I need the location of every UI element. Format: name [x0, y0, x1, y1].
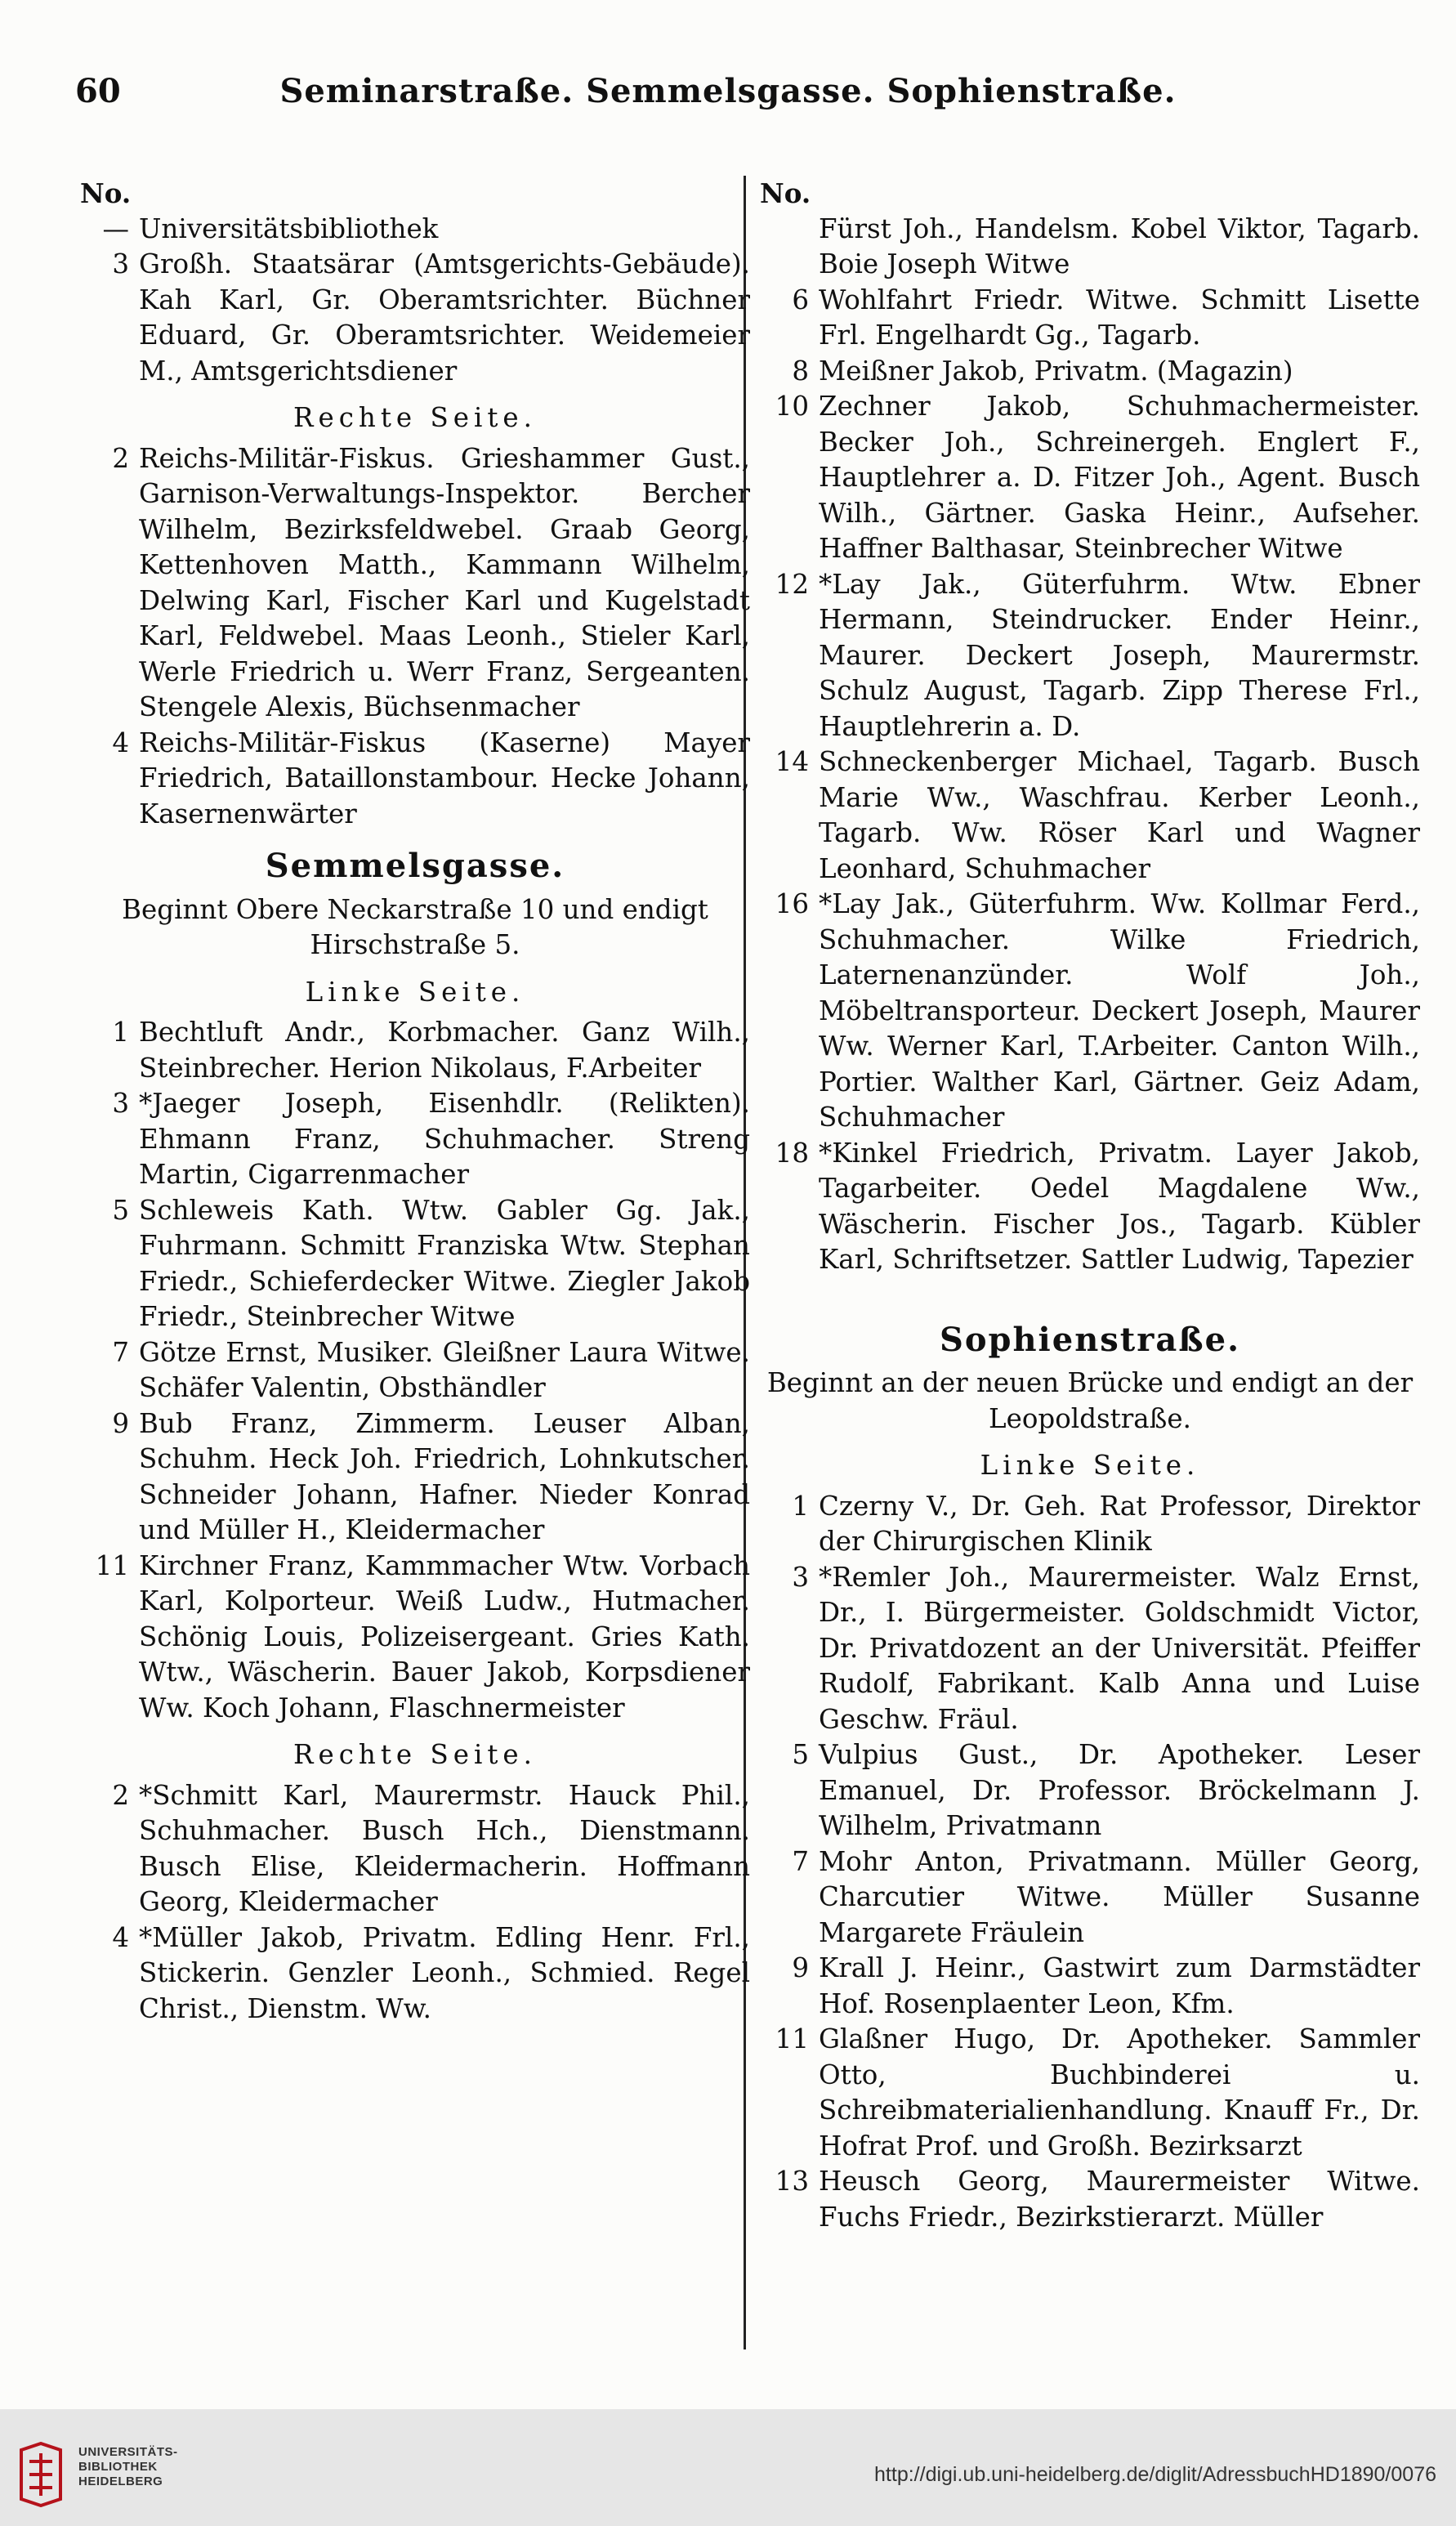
resident-list: *Kinkel Friedrich, Privatm. Layer Jakob, Tagarbeiter. Oedel Magdalene Ww., Wäscherin. Fischer Jos., Tagarb. Kübler Karl, Schriftsetzer. Sattler Ludwig, Tapezier [819, 1137, 1420, 1275]
house-number: 11 [775, 2023, 809, 2054]
resident-list: *Jaeger Joseph, Eisenhdlr. (Relikten). Ehmann Franz, Schuhmacher. Streng Martin, Cigarrenmacher [139, 1088, 750, 1190]
house-number: 16 [775, 888, 809, 919]
directory-entry [80, 1335, 750, 1406]
street-title-sophienstrasse: Sophienstraße. [939, 1320, 1241, 1359]
heidelberg-library-logo-icon [16, 2442, 65, 2507]
resident-list: Glaßner Hugo, Dr. Apotheker. Sammler Otto, Buchbinderei u. Schreibmaterialienhandlung. Knauff Fr., Dr. Hofrat Prof. und Großh. Bezirksarzt [819, 2023, 1420, 2162]
directory-entry [760, 2164, 1420, 2235]
entry-list [80, 441, 750, 833]
resident-list: Götze Ernst, Musiker. Gleißner Laura Witwe. Schäfer Valentin, Obsthändler [139, 1336, 750, 1403]
house-number: 6 [792, 284, 809, 315]
resident-list: *Lay Jak., Güterfuhrm. Wtw. Ebner Hermann, Steindrucker. Ender Heinr., Maurer. Deckert Joseph, Maurermstr. Schulz August, Tagarb. Zipp Therese Frl., Hauptlehrerin a. D. [819, 568, 1420, 742]
house-number: 1 [792, 1490, 809, 1522]
directory-entry [760, 1136, 1420, 1278]
directory-entry [760, 212, 1420, 283]
street-title-semmelsgasse: Semmelsgasse. [265, 847, 565, 885]
resident-list: Universitätsbibliothek [139, 212, 439, 244]
directory-entry [80, 1778, 750, 1920]
resident-list: Heusch Georg, Maurermeister Witwe. Fuchs Friedr., Bezirkstierarzt. Müller [819, 2166, 1420, 2233]
resident-list: Reichs-Militär-Fiskus. Grieshammer Gust., Garnison-Verwaltungs-Inspektor. Bercher Wilhelm, Bezirksfeldwebel. Graab Georg, Kettenhoven Matth., Kammann Wilhelm, Delwing Karl, Fischer Karl und Kugelstadt Karl, Feldwebel. Maas Leonh., Stieler Karl, Werle Friedrich u. Werr Franz, Sergeanten. Stengele Alexis, Büchsenmacher [139, 442, 750, 722]
house-number: 10 [775, 391, 809, 422]
house-number: 11 [95, 1549, 129, 1581]
resident-list: Krall J. Heinr., Gastwirt zum Darmstädter Hof. Rosenplaenter Leon, Kfm. [819, 1952, 1420, 2019]
directory-entry [760, 744, 1420, 887]
source-url-link[interactable]: http://digi.ub.uni-heidelberg.de/diglit/AdressbuchHD1890/0076 [874, 2463, 1436, 2486]
house-number: 8 [792, 355, 809, 387]
resident-list: Kirchner Franz, Kammmacher Wtw. Vorbach Karl, Kolporteur. Weiß Ludw., Hutmacher. Schönig Louis, Polizeisergeant. Gries Kath. Wtw., Wäscherin. Bauer Jakob, Korpsdiener Ww. Koch Johann, Flaschnermeister [139, 1549, 750, 1723]
entry-list [760, 1489, 1420, 2236]
directory-entry [760, 887, 1420, 1136]
resident-list: Großh. Staatsärar (Amtsgerichts-Gebäude). Kah Karl, Gr. Oberamtsrichter. Büchner Eduard, Gr. Oberamtsrichter. Weidemeier M., Amtsgerichtsdiener [139, 248, 750, 387]
house-number: 5 [112, 1194, 129, 1226]
entry-list [80, 212, 750, 390]
side-heading-right: Rechte Seite. [293, 402, 537, 433]
house-number: 1 [112, 1017, 129, 1048]
library-name-line: BIBLIOTHEK [78, 2460, 158, 2474]
resident-list: Bub Franz, Zimmerm. Leuser Alban, Schuhm. Heck Joh. Friedrich, Lohnkutscher. Schneider Johann, Hafner. Nieder Konrad und Müller H., Kleidermacher [139, 1407, 750, 1545]
street-description: Beginnt Obere Neckarstraße 10 und endigt Hirschstraße 5. [122, 893, 708, 960]
directory-entry [760, 1737, 1420, 1844]
number-column-label: No. [760, 177, 811, 209]
entry-list [760, 212, 1420, 1278]
resident-list: Meißner Jakob, Privatm. (Magazin) [819, 355, 1293, 387]
library-name [78, 2445, 178, 2489]
resident-list: Zechner Jakob, Schuhmachermeister. Becker Joh., Schreinergeh. Englert F., Hauptlehrer a. D. Fitzer Joh., Agent. Busch Wilh., Gärtner. Gaska Heinr., Aufseher. Haffner Balthasar, Steinbrecher Witwe [819, 391, 1420, 564]
directory-entry [760, 389, 1420, 567]
number-column-label: No. [80, 177, 132, 209]
resident-list: *Müller Jakob, Privatm. Edling Henr. Frl., Stickerin. Genzler Leonh., Schmied. Regel Christ., Dienstm. Ww. [139, 1921, 750, 2024]
resident-list: Mohr Anton, Privatmann. Müller Georg, Charcutier Witwe. Müller Susanne Margarete Fräulein [819, 1845, 1420, 1948]
directory-entry [80, 1920, 750, 2028]
directory-entry [80, 1549, 750, 1727]
directory-entry [80, 1086, 750, 1193]
house-number: 2 [112, 442, 129, 474]
directory-entry [80, 726, 750, 833]
resident-list: Fürst Joh., Handelsm. Kobel Viktor, Tagarb. Boie Joseph Witwe [819, 212, 1420, 279]
resident-list: Vulpius Gust., Dr. Apotheker. Leser Emanuel, Dr. Professor. Bröckelmann J. Wilhelm, Privatmann [819, 1739, 1420, 1841]
side-heading-left: Linke Seite. [305, 976, 525, 1008]
directory-entry [760, 1844, 1420, 1952]
street-description: Beginnt an der neuen Brücke und endigt an der Leopoldstraße. [766, 1367, 1414, 1434]
house-number: 12 [775, 568, 809, 600]
resident-list: *Lay Jak., Güterfuhrm. Ww. Kollmar Ferd., Schuhmacher. Wilke Friedrich, Laternenanzünder. Wolf Joh., Möbeltransporteur. Deckert Joseph, Maurer Ww. Werner Karl, T.Arbeiter. Canton Wilh., Portier. Walther Karl, Gärtner. Geiz Adam, Schuhmacher [819, 888, 1420, 1133]
house-number: 7 [112, 1336, 129, 1368]
viewer-footer [0, 2409, 1456, 2526]
library-name-line: UNIVERSITÄTS- [78, 2445, 178, 2459]
house-number: 3 [792, 1561, 809, 1593]
house-number: 9 [112, 1407, 129, 1439]
resident-list: Czerny V., Dr. Geh. Rat Professor, Direktor der Chirurgischen Klinik [819, 1490, 1420, 1557]
directory-entry [80, 212, 750, 248]
resident-list: Bechtluft Andr., Korbmacher. Ganz Wilh., Steinbrecher. Herion Nikolaus, F.Arbeiter [139, 1017, 750, 1084]
library-name-line: HEIDELBERG [78, 2475, 163, 2488]
directory-entry [80, 247, 750, 389]
left-column [80, 176, 750, 2349]
directory-entry [760, 1489, 1420, 1560]
resident-list: *Remler Joh., Maurermeister. Walz Ernst, Dr., I. Bürgermeister. Goldschmidt Victor, Dr. Privatdozent an der Universität. Pfeiffer Rudolf, Fabrikant. Kalb Anna und Luise Geschw. Fräul. [819, 1561, 1420, 1735]
house-number: 13 [775, 2166, 809, 2197]
directory-entry [80, 1193, 750, 1335]
house-number: 4 [112, 727, 129, 758]
house-number: 5 [792, 1739, 809, 1770]
house-number: 2 [112, 1779, 129, 1811]
house-number: — [102, 212, 129, 244]
directory-entry [760, 1560, 1420, 1738]
directory-entry [760, 567, 1420, 745]
house-number: 3 [112, 1088, 129, 1119]
directory-entry [760, 283, 1420, 354]
resident-list: Wohlfahrt Friedr. Witwe. Schmitt Lisette Frl. Engelhardt Gg., Tagarb. [819, 284, 1420, 351]
directory-entry [760, 1951, 1420, 2022]
house-number: 18 [775, 1137, 809, 1169]
page-header [0, 72, 1456, 121]
side-heading-right: Rechte Seite. [293, 1739, 537, 1770]
directory-entry [80, 1015, 750, 1086]
house-number: 3 [112, 248, 129, 279]
directory-entry [760, 354, 1420, 390]
resident-list: *Schmitt Karl, Maurermstr. Hauck Phil., Schuhmacher. Busch Hch., Dienstmann. Busch Elise, Kleidermacherin. Hoffmann Georg, Kleidermacher [139, 1779, 750, 1917]
house-number: 14 [775, 746, 809, 777]
entry-list [80, 1778, 750, 2028]
right-column [760, 176, 1420, 2349]
house-number: 7 [792, 1845, 809, 1877]
house-number: 4 [112, 1921, 129, 1953]
house-number: 9 [792, 1952, 809, 1983]
directory-entry [760, 2022, 1420, 2164]
running-title: Seminarstraße. Semmelsgasse. Sophienstraße. [279, 72, 1177, 110]
resident-list: Schleweis Kath. Wtw. Gabler Gg. Jak., Fuhrmann. Schmitt Franziska Wtw. Stephan Friedr., Schieferdecker Witwe. Ziegler Jakob Friedr., Steinbrecher Witwe [139, 1194, 750, 1332]
entry-list [80, 1015, 750, 1726]
resident-list: Schneckenberger Michael, Tagarb. Busch Marie Ww., Waschfrau. Kerber Leonh., Tagarb. Ww. Röser Karl und Wagner Leonhard, Schuhmacher [819, 746, 1420, 884]
directory-entry [80, 1406, 750, 1549]
resident-list: Reichs-Militär-Fiskus (Kaserne) Mayer Friedrich, Bataillonstambour. Hecke Johann, Kasernenwärter [139, 727, 750, 829]
page-number: 60 [75, 72, 121, 110]
side-heading-left: Linke Seite. [980, 1450, 1200, 1481]
directory-entry [80, 441, 750, 726]
